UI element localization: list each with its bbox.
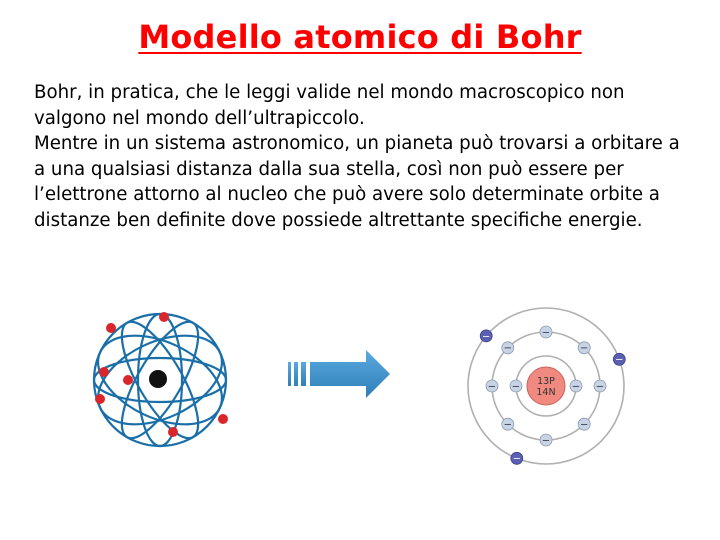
paragraph-1: Bohr, in pratica, che le leggi valide nel mondo macroscopico non valgono nel mondo dell’ultrapiccolo. <box>34 82 625 129</box>
electron-sign: − <box>541 327 551 339</box>
electron-sign: − <box>487 381 497 393</box>
slide-title: Modello atomico di Bohr <box>138 18 582 56</box>
electron-sign: − <box>503 343 512 355</box>
right-arrow-icon <box>288 348 392 400</box>
electron-sign: − <box>482 331 491 343</box>
nucleus-protons: 13P <box>537 376 555 387</box>
electron-sign: − <box>503 419 512 431</box>
electron-sign: − <box>580 343 589 355</box>
body-text <box>34 80 694 234</box>
classical-atom-illustration <box>80 300 240 460</box>
paragraph-2: Mentre in un sistema astronomico, un pianeta può trovarsi a orbitare a a una qualsiasi distanza dalla sua stella, così non può essere per l’elettrone attorno al nucleo che può avere solo determinate orbite a distanze ben definite dove possiede altrettante specifiche energie. <box>34 133 680 231</box>
electron <box>218 414 228 424</box>
electron <box>99 367 109 377</box>
electron-sign: − <box>580 419 589 431</box>
electron-sign: − <box>571 381 581 393</box>
electron-sign: − <box>511 381 521 393</box>
electron-sign: − <box>595 381 605 393</box>
electron <box>123 375 133 385</box>
electron-sign: − <box>512 453 521 465</box>
electron <box>168 427 178 437</box>
electron <box>106 323 116 333</box>
electron-sign: − <box>615 354 624 366</box>
electron-sign: − <box>541 435 551 447</box>
electron <box>95 394 105 404</box>
bohr-model-illustration <box>450 300 642 476</box>
nucleus-neutrons: 14N <box>536 387 556 398</box>
electron <box>159 312 169 322</box>
nucleus <box>149 370 167 388</box>
